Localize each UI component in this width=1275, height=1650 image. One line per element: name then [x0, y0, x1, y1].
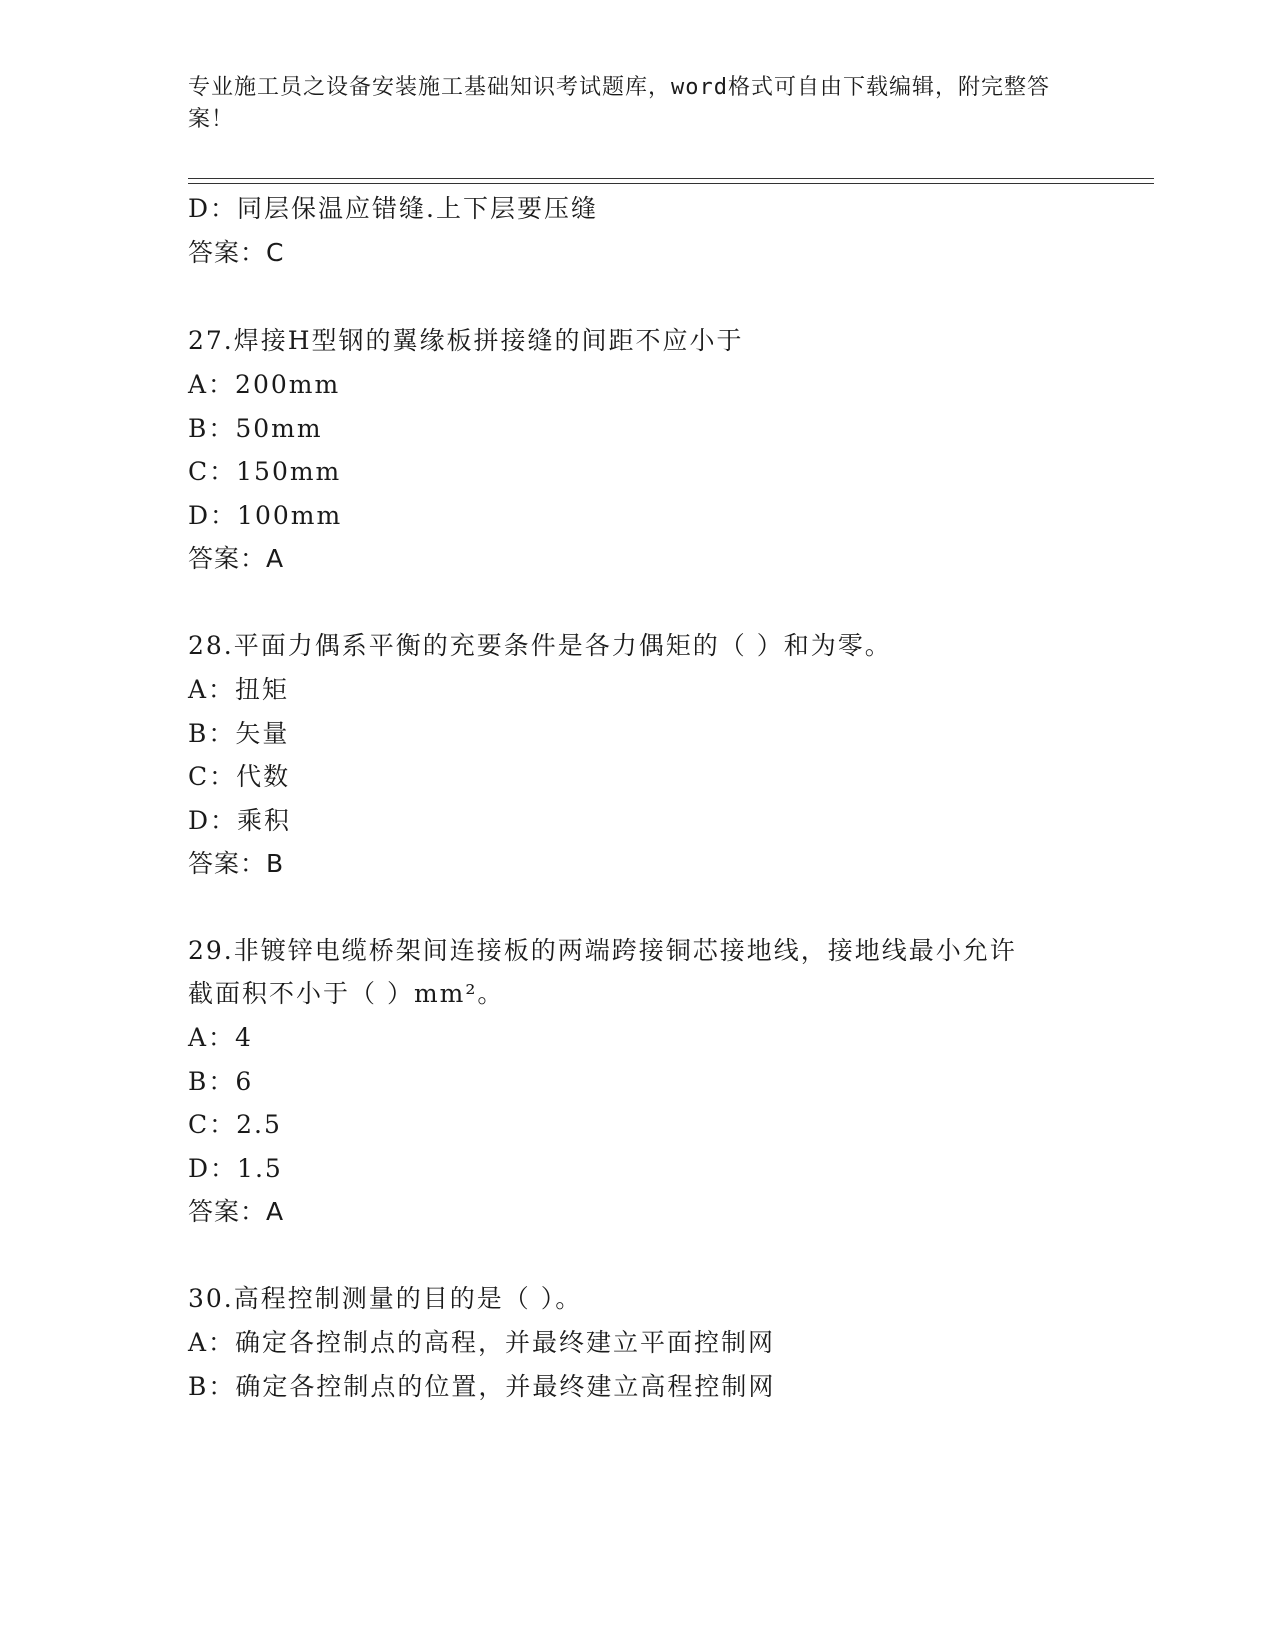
- question-29-answer: 答案：A: [188, 1197, 285, 1226]
- prev-option-d: D：同层保温应错缝.上下层要压缝: [188, 194, 598, 223]
- question-27-answer: 答案：A: [188, 544, 285, 573]
- question-30-option-b: B：确定各控制点的位置，并最终建立高程控制网: [188, 1372, 776, 1401]
- prev-answer: 答案：C: [188, 238, 285, 267]
- question-28-option-b: B：矢量: [188, 719, 290, 748]
- header-rule-top: [188, 178, 1154, 179]
- question-29-option-b: B：6: [188, 1067, 254, 1096]
- question-28-option-c: C：代数: [188, 762, 291, 791]
- question-28-answer: 答案：B: [188, 849, 285, 878]
- header-rule-bottom: [188, 183, 1154, 184]
- question-27-stem: 27.焊接H型钢的翼缘板拼接缝的间距不应小于: [188, 326, 744, 355]
- question-27-option-a: A：200mm: [188, 370, 341, 399]
- question-27-option-d: D：100mm: [188, 501, 343, 530]
- question-28-option-a: A：扭矩: [188, 675, 290, 704]
- question-30-option-a: A：确定各控制点的高程，并最终建立平面控制网: [188, 1328, 776, 1357]
- question-27-option-c: C：150mm: [188, 457, 342, 486]
- question-30-stem: 30.高程控制测量的目的是（ ）。: [188, 1284, 583, 1313]
- question-28-option-d: D：乘积: [188, 806, 292, 835]
- document-header: 专业施工员之设备安装施工基础知识考试题库，word格式可自由下载编辑，附完整答案！: [188, 75, 1050, 132]
- question-27-option-b: B：50mm: [188, 414, 323, 443]
- question-29-option-a: A：4: [188, 1023, 253, 1052]
- question-29-stem-line2: 截面积不小于（ ）mm²。: [188, 979, 505, 1008]
- question-29-option-d: D：1.5: [188, 1154, 283, 1183]
- question-29-option-c: C：2.5: [188, 1110, 282, 1139]
- question-29-stem-line1: 29.非镀锌电缆桥架间连接板的两端跨接铜芯接地线，接地线最小允许: [188, 936, 1017, 965]
- question-28-stem: 28.平面力偶系平衡的充要条件是各力偶矩的（ ）和为零。: [188, 631, 892, 660]
